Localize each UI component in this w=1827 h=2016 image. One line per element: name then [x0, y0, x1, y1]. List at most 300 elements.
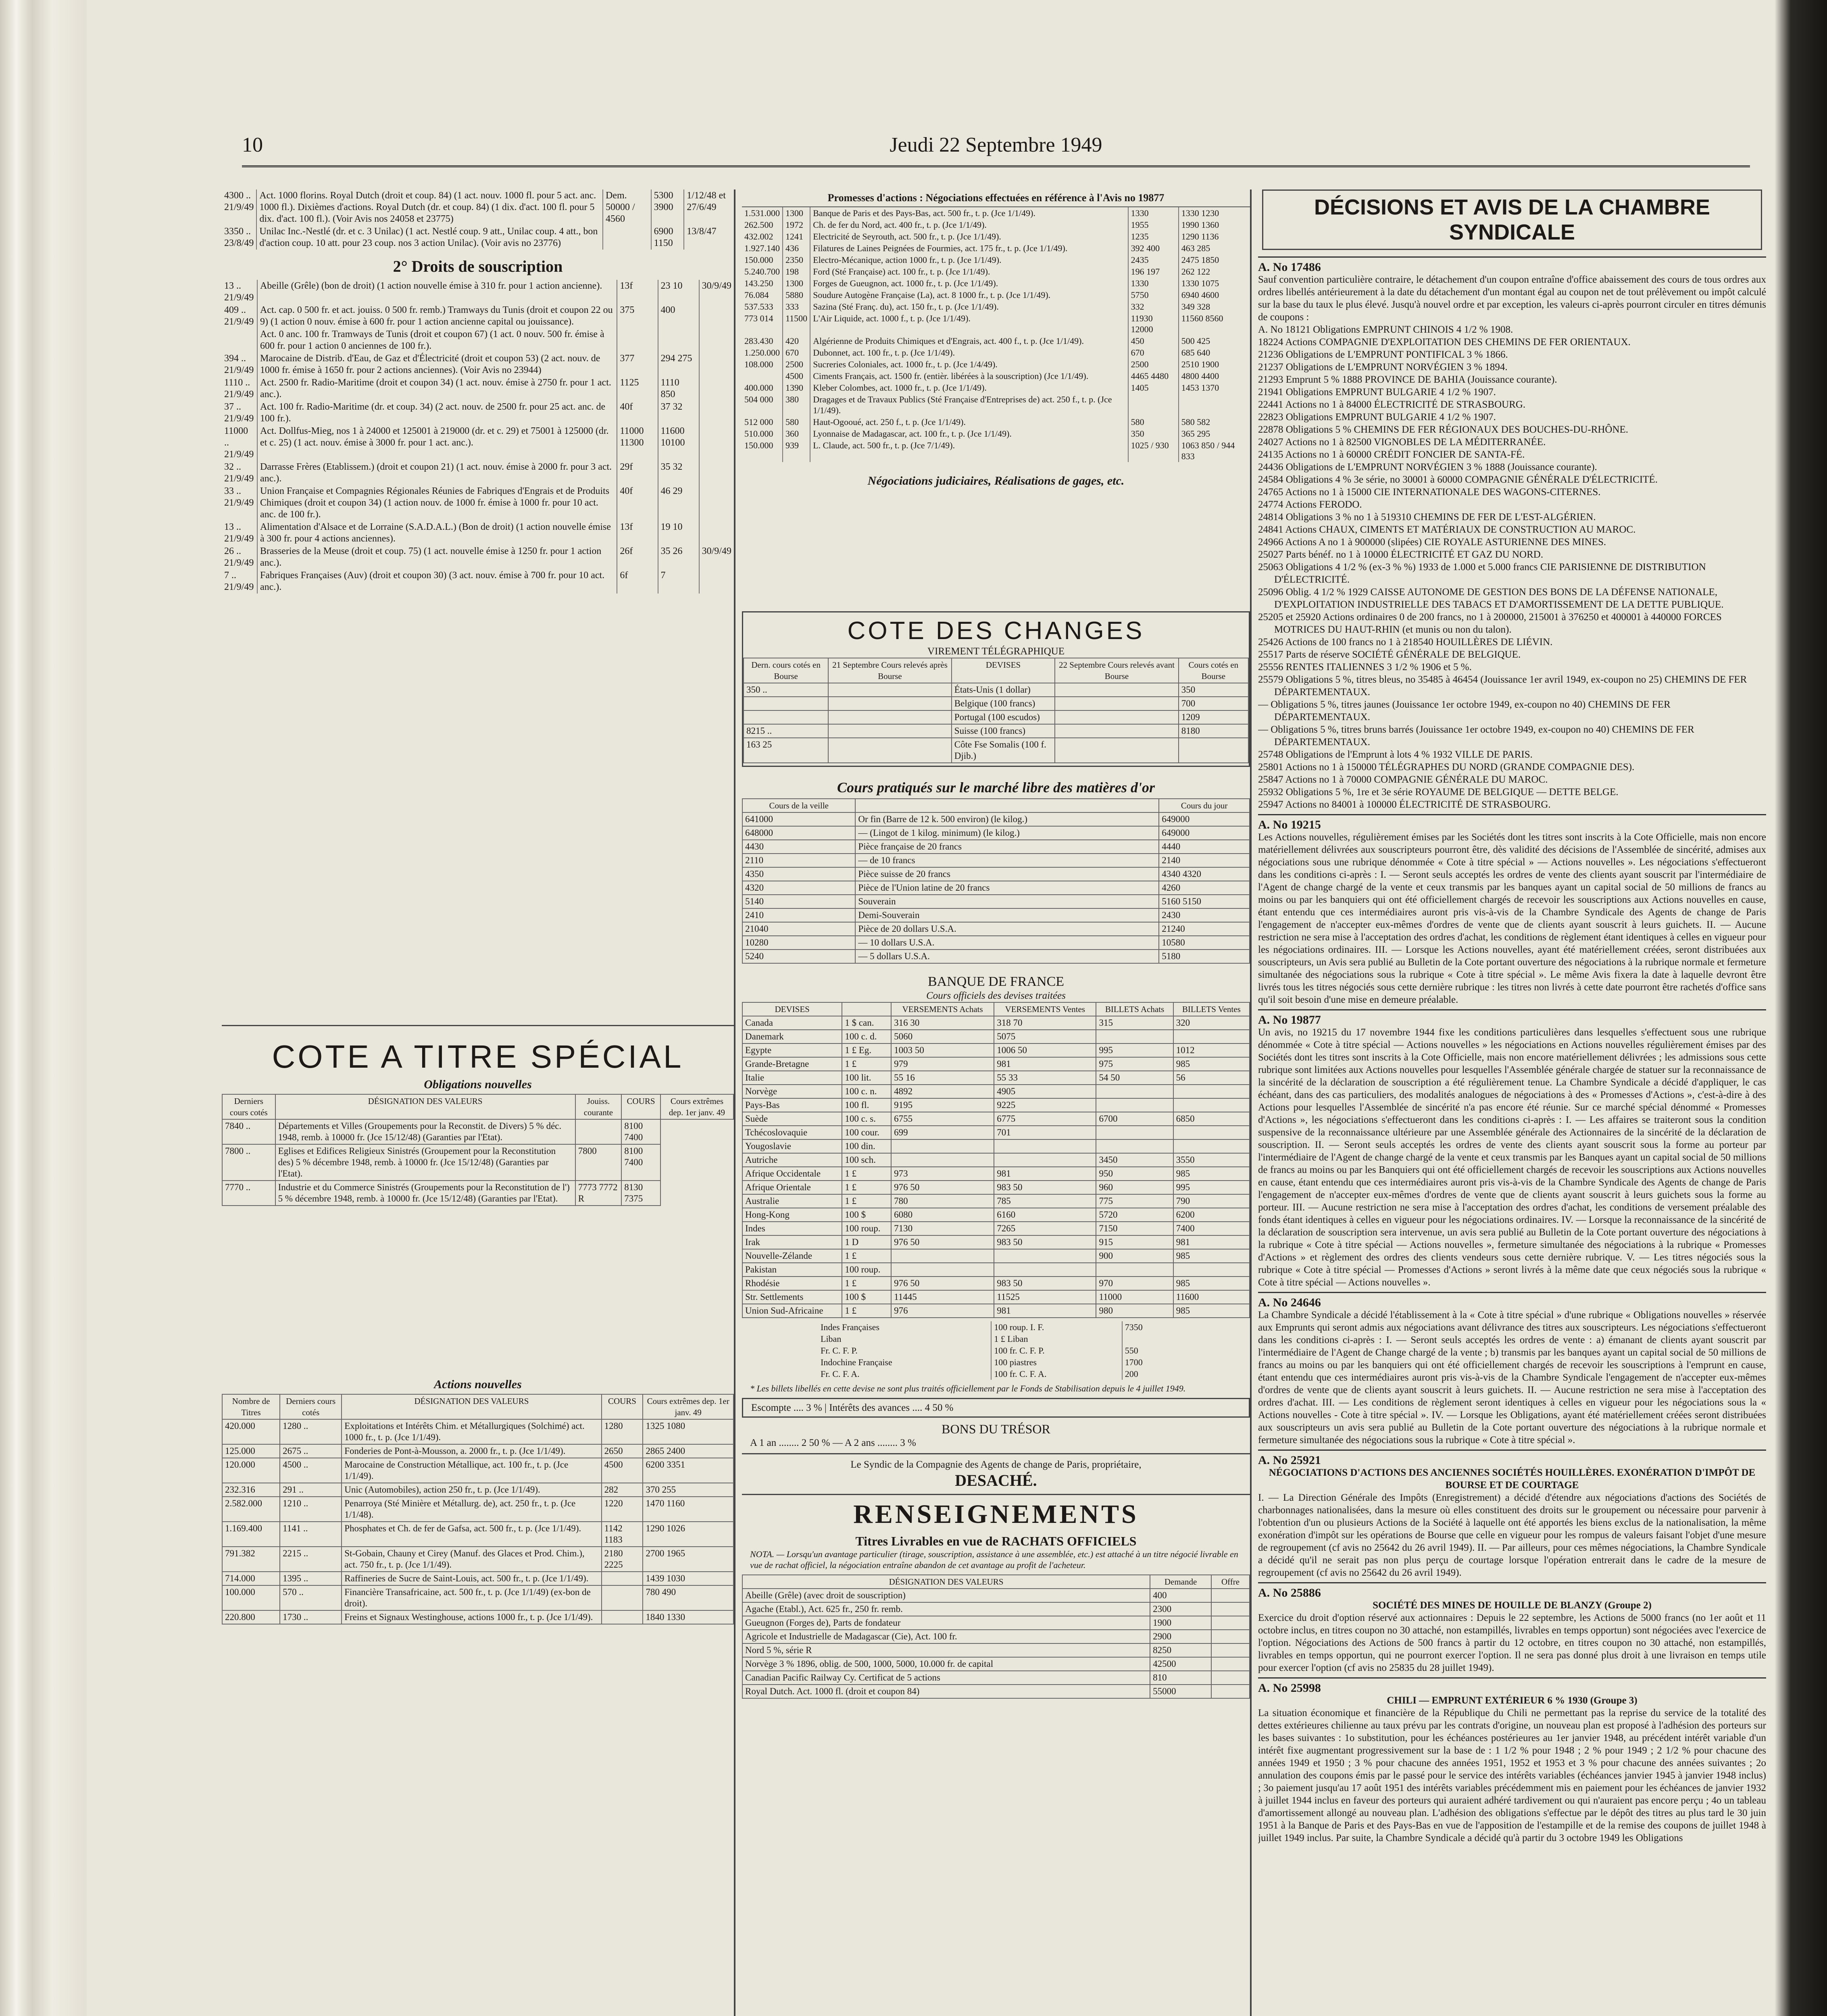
promesse-row-n: 1.531.000	[742, 207, 783, 219]
bdf-extra-row-u: 100 piastres	[991, 1356, 1122, 1368]
column-header: BILLETS Ventes	[1173, 1002, 1250, 1016]
promesse-row	[742, 231, 1250, 242]
promesse-row-c: 1290 1136	[1181, 231, 1219, 242]
change-row	[744, 738, 1248, 763]
bdf-row-b: 983 50	[994, 1235, 1096, 1249]
notice-item: 25932 Obligations 5 %, 1re et 3e série ROYAUME DE BELGIQUE — DETTE BELGE.	[1258, 787, 1619, 798]
droits-row	[222, 521, 734, 545]
bdf-row-b	[994, 1249, 1096, 1263]
top-row-a: 4300 .. 21/9/49	[222, 190, 256, 225]
bdf-extra-row-dev: Liban	[818, 1333, 991, 1345]
promesse-row-b: 450	[1128, 335, 1179, 347]
bdf-extra-row-dev: Fr. C. F. A.	[818, 1368, 991, 1380]
change-row-b	[828, 738, 952, 763]
notice-number: A. No 25886	[1258, 1586, 1321, 1599]
bdf-row-d: 985	[1173, 1167, 1250, 1181]
bdf-row-dev: Indes	[742, 1222, 842, 1235]
promesse-row	[742, 242, 1250, 254]
droits-row-text: Abeille (Grêle) (bon de droit) (1 action nouvelle émise à 310 fr. pour 1 action ancienne).	[257, 280, 617, 304]
bdf-row-b: 5075	[994, 1030, 1096, 1043]
bdf-row-c	[1096, 1126, 1173, 1139]
bdf-extra-row-u: 100 fr. C. F. A.	[991, 1368, 1122, 1380]
renseignements-title: RENSEIGNEMENTS	[853, 1500, 1139, 1529]
action-row-text: Exploitations et Intérêts Chim. et Métallurgiques (Solchimé) act. 1000 fr., t. p. (Jce 1/1/49).	[342, 1419, 601, 1444]
promesse-row-b: 580	[1128, 416, 1179, 428]
rens-row	[742, 1643, 1250, 1657]
action-row-a: 2675 ..	[280, 1444, 342, 1458]
oblig-row	[222, 1144, 733, 1181]
droits-row-d	[699, 304, 734, 328]
rens-row-text: Royal Dutch. Act. 1000 fl. (droit et coupon 84)	[742, 1685, 1150, 1698]
or-row-text: Demi-Souverain	[855, 908, 1159, 922]
promesse-row-text: Algérienne de Produits Chimiques et d'Engrais, act. 400 f., t. p. (Jce 1/1/49).	[810, 335, 1128, 347]
promesse-row-text: Ch. de fer du Nord, act. 400 fr., t. p. (Jce 1/1/49).	[810, 219, 1128, 231]
bdf-row	[742, 1277, 1250, 1290]
change-row-c	[1055, 683, 1178, 697]
notice-number: A. No 19877	[1258, 1013, 1321, 1027]
promesse-row-b: 332	[1128, 301, 1179, 312]
oblig-row-c: 7800	[575, 1144, 622, 1181]
syndic-line: Le Syndic de la Compagnie des Agents de change de Paris, propriétaire,	[850, 1459, 1142, 1470]
column-header: VERSEMENTS Achats	[891, 1002, 994, 1016]
bdf-extra-table	[818, 1321, 1174, 1380]
bdf-row-dev: Tchécoslovaquie	[742, 1126, 842, 1139]
notice-item: 24841 Actions CHAUX, CIMENTS ET MATÉRIAUX DE CONSTRUCTION AU MAROC.	[1258, 524, 1636, 535]
bdf-extra-row-v: 200	[1125, 1369, 1138, 1379]
droits-row-text: Union Française et Compagnies Régionales Réunies de Fabriques d'Engrais et de Produits Chimiques (droit et coupon 34) (1 action nouv. de 1000 fr. émise à 1000 fr. pour 10 act. anc. de 100 fr.).	[257, 485, 617, 521]
bdf-row	[742, 1043, 1250, 1057]
action-row-a: 1210 ..	[280, 1497, 342, 1522]
promesse-row-c: 580 582	[1181, 417, 1210, 427]
change-row-d: 700	[1179, 697, 1248, 710]
droits-row-b: 13f	[617, 521, 658, 545]
page-number: 10	[242, 133, 263, 156]
notice-item: 24966 Actions A no 1 à 900000 (slipées) CIE ROYALE ASTURIENNE DES MINES.	[1258, 537, 1606, 548]
renseignements-table	[742, 1574, 1250, 1699]
bons-1an-value: 2 50 %	[801, 1437, 830, 1448]
change-row-b	[828, 710, 952, 724]
droits-row-c	[658, 328, 699, 352]
droits-row	[222, 304, 734, 328]
bdf-row	[742, 1222, 1250, 1235]
droits-row	[222, 485, 734, 521]
promesse-row-text: Electricité de Seyrouth, act. 500 fr., t. p. (Jce 1/1/49).	[810, 231, 1128, 242]
or-row-text: — de 10 francs	[855, 854, 1159, 867]
bdf-row-c: 975	[1096, 1057, 1173, 1071]
bdf-row-a: 316 30	[891, 1016, 994, 1030]
actions-nouvelles-table	[222, 1394, 734, 1624]
bons-2ans-label: A 2 ans	[844, 1437, 875, 1448]
bdf-row-c: 950	[1096, 1167, 1173, 1181]
promesse-row-b: 4465 4480	[1128, 370, 1179, 382]
promesse-row	[742, 301, 1250, 312]
droits-row-text: Brasseries de la Meuse (droit et coup. 75) (1 act. nouvelle émise à 1250 fr. pour 1 action anc.).	[257, 545, 617, 569]
change-row-a: 350 ..	[744, 683, 828, 697]
column-header: Dern. cours cotés en Bourse	[744, 658, 828, 683]
column-header: DÉSIGNATION DES VALEURS	[742, 1575, 1150, 1589]
notice-item: 25426 Actions de 100 francs no 1 à 218540 HOUILLÈRES DE LIÉVIN.	[1258, 637, 1553, 648]
notice-item: 25027 Parts bénéf. no 1 à 10000 ÉLECTRICITÉ ET GAZ DU NORD.	[1258, 549, 1544, 560]
spacer	[222, 1206, 734, 1375]
droits-row-b: 6f	[617, 569, 658, 594]
bdf-row-b: 981	[994, 1167, 1096, 1181]
change-row-a: 163 25	[744, 738, 828, 763]
or-row-text: — 10 dollars U.S.A.	[855, 936, 1159, 950]
bdf-row-dev: Australie	[742, 1194, 842, 1208]
rens-row-d: 42500	[1150, 1657, 1211, 1671]
promesse-row-a: 939	[783, 439, 810, 462]
rens-row-o	[1211, 1657, 1250, 1671]
droits-row-c: 35 32	[658, 461, 699, 485]
bdf-table	[742, 1002, 1250, 1318]
promesse-row-n: 510.000	[742, 428, 783, 439]
column-header	[842, 1002, 891, 1016]
bdf-row-b: 6775	[994, 1112, 1096, 1126]
promesse-row-c: 685 640	[1181, 348, 1210, 358]
notice-number: A. No 25921	[1258, 1454, 1321, 1467]
promesse-row-a: 2350	[783, 254, 810, 266]
or-row-a: 4320	[742, 881, 855, 895]
promesse-row-a: 4500	[783, 370, 810, 382]
bdf-row-dev: Canada	[742, 1016, 842, 1030]
droits-row-d	[699, 352, 734, 377]
promesse-row	[742, 382, 1250, 394]
droits-row-d	[699, 401, 734, 425]
promesse-row-c: 500 425	[1181, 336, 1210, 346]
notice-item: 25517 Parts de réserve SOCIÉTÉ GÉNÉRALE DE BELGIQUE.	[1258, 649, 1521, 660]
renseignements-note: NOTA. — Lorsqu'un avantage particulier (tirage, souscription, assistance à une assemblée, etc.) est attaché à un titre négocié livrable en vue de rachat officiel, la négociation entraîne abandon de cet avantage au profit de l'acheteur.	[750, 1549, 1238, 1570]
notice-body: La Chambre Syndicale a décidé l'établissement à la « Cote à titre spécial » d'une rubrique « Obligations nouvelles » réservée aux Emprunts qui seront admis aux négociations avant délivrance des titres aux souscripteurs. Les négociations s'effectueront dans les conditions ci-après : I. — Seront seuls acceptés les ordres de vente : a) émanant de clients ayant souscrit par l'intermédiaire de l'Agent de Change chargé de la vente ; b) transmis par les banques ayant un capital social de 50 millions de francs au moins ou par les banquiers qui ont été officiellement chargés de recevoir les souscriptions à l'emprunt en cause, étant entendu que ces intermédiaires auront pris vis-à-vis de la Chambre Syndicale l'engagement de n'accepter eux-mêmes d'ordres de vente que de clients ayant souscrit à leurs guichets. II. — Aucune restriction ne sera mise à l'acceptation des ordres d'achat. III. — Les conditions de règlement seront identiques à celles en vigueur pour les négociations sous la « Actions nouvelles - Cote à titre spécial ». IV. — Lorsque les Obligations, ayant été matériellement créées seront distribuées aux souscripteurs un avis sera publié au Bulletin de la Cote portant ouverture des négociations à la rubrique normale et fermeture simultanée des négociations sous la rubrique « Cote à titre spécial ».	[1258, 1310, 1766, 1445]
rens-row-o	[1211, 1685, 1250, 1698]
notice-item: 21236 Obligations de L'EMPRUNT PONTIFICAL 3 % 1866.	[1258, 349, 1508, 360]
change-row-dev: Belgique (100 francs)	[952, 697, 1055, 710]
promesse-row-text: Soudure Autogène Française (La), act. 8 1000 fr., t. p. (Jce 1/1/49).	[810, 289, 1128, 301]
promesse-row-n: 5.240.700	[742, 266, 783, 277]
bdf-row-u: 100 $	[842, 1290, 891, 1304]
rens-row-text: Agache (Etabl.), Act. 625 fr., 250 fr. remb.	[742, 1602, 1150, 1616]
promesse-row-b: 5750	[1128, 289, 1179, 301]
bdf-row-a: 6755	[891, 1112, 994, 1126]
column-right	[1258, 190, 1766, 2016]
action-row-c	[602, 1585, 643, 1610]
action-row-n: 1.169.400	[222, 1522, 280, 1547]
droits-row-text: Act. Dollfus-Mieg, nos 1 à 24000 et 125001 à 219000 (dr. et c. 29) et 75001 à 125000 (dr. et c. 25) (1 act. nouv. émise à 3000 fr. pour 1 act. anc.).	[257, 425, 617, 461]
bdf-row-d: 56	[1173, 1071, 1250, 1085]
bdf-row-u: 100 sch.	[842, 1153, 891, 1167]
promesse-row-a: 1390	[783, 382, 810, 394]
action-row-d: 2865 2400	[643, 1444, 733, 1458]
action-row-c: 2180 2225	[602, 1547, 643, 1572]
change-row	[744, 683, 1248, 697]
top-row-b	[603, 225, 651, 250]
or-row	[742, 950, 1250, 963]
or-row	[742, 867, 1250, 881]
action-row-n: 220.800	[222, 1610, 280, 1624]
promesse-row	[742, 254, 1250, 266]
bdf-row	[742, 1181, 1250, 1194]
droits-row-d	[699, 569, 734, 594]
promesse-row-text: Banque de Paris et des Pays-Bas, act. 500 fr., t. p. (Jce 1/1/49).	[810, 207, 1128, 219]
divider	[222, 1025, 734, 1026]
notice-item: 22878 Obligations 5 % CHEMINS DE FER RÉGIONAUX DES BOUCHES-DU-RHÔNE.	[1258, 424, 1629, 435]
bdf-row-a: 7130	[891, 1222, 994, 1235]
droits-row-a: 33 .. 21/9/49	[222, 485, 257, 521]
or-row	[742, 840, 1250, 854]
notice-item: A. No 18121 Obligations EMPRUNT CHINOIS 4 1/2 % 1908.	[1258, 324, 1513, 335]
action-row-n: 120.000	[222, 1458, 280, 1483]
promesse-row-text: Forges de Gueugnon, act. 1000 fr., t. p. (Jce 1/1/49).	[810, 277, 1128, 289]
promesse-row-a: 198	[783, 266, 810, 277]
bdf-row-u: 100 lit.	[842, 1071, 891, 1085]
or-row-b: 21240	[1159, 922, 1250, 936]
spacer	[742, 490, 1250, 611]
promesse-row-b: 1330	[1128, 277, 1179, 289]
droits-row-d: 30/9/49	[702, 546, 731, 556]
top-row-d: 1/12/48 et 27/6/49	[687, 190, 726, 212]
action-row-d: 1290 1026	[643, 1522, 733, 1547]
bdf-row-d: 6850	[1173, 1112, 1250, 1126]
promesse-row-c: 1063 850 / 944 833	[1181, 440, 1235, 461]
or-row	[742, 908, 1250, 922]
promesse-row	[742, 207, 1250, 219]
bdf-row-c	[1096, 1085, 1173, 1098]
promesse-row	[742, 335, 1250, 347]
bdf-row-dev: Pakistan	[742, 1263, 842, 1277]
droits-row	[222, 425, 734, 461]
oblig-row-text: Eglises et Edifices Religieux Sinistrés (Groupement pour la Reconstitution des) 5 % décembre 1948, remb. à 10000 fr. (Jce 15/12/48) (Garanties par l'Etat).	[275, 1144, 575, 1181]
bdf-row-dev: Irak	[742, 1235, 842, 1249]
bdf-row-a: 9195	[891, 1098, 994, 1112]
column-header: Cours extrêmes dep. 1er janv. 49	[643, 1394, 733, 1419]
bdf-row	[742, 1126, 1250, 1139]
decisions-title: DÉCISIONS ET AVIS DE LA CHAMBRE SYNDICALE	[1314, 195, 1710, 244]
rens-row	[742, 1616, 1250, 1630]
promesse-row-a: 360	[783, 428, 810, 439]
promesse-row-n: 150.000	[742, 439, 783, 462]
promesse-row-text: Electro-Mécanique, action 1000 fr., t. p. (Jce 1/1/49).	[810, 254, 1128, 266]
bdf-note: * Les billets libellés en cette devise ne sont plus traités officiellement par le Fonds de Stabilisation depuis le 4 juillet 1949.	[750, 1383, 1186, 1393]
promesse-row-text: Ford (Sté Française) act. 100 fr., t. p. (Jce 1/1/49).	[810, 266, 1128, 277]
change-row	[744, 710, 1248, 724]
promesse-row	[742, 370, 1250, 382]
spacer	[222, 594, 734, 1021]
bdf-row-d: 6200	[1173, 1208, 1250, 1222]
bons-title: BONS DU TRÉSOR	[942, 1422, 1050, 1436]
change-row-c	[1055, 738, 1178, 763]
droits-row-c: 7	[658, 569, 699, 594]
action-row-text: Raffineries de Sucre de Saint-Louis, act. 500 fr., t. p. (Jce 1/1/49).	[342, 1572, 601, 1585]
notice	[1258, 1292, 1766, 1450]
oblig-row-text: Industrie et du Commerce Sinistrés (Groupements pour la Reconstitution de l') 5 % décembre 1948, remb. à 10000 fr. (Jce 15/12/48) (Garanties par l'Etat).	[275, 1181, 575, 1206]
droits-row-a: 1110 .. 21/9/49	[222, 377, 257, 401]
bdf-extra-row-u: 1 £ Liban	[991, 1333, 1122, 1345]
action-row	[222, 1585, 733, 1610]
bdf-row-dev: Rhodésie	[742, 1277, 842, 1290]
droits-row-a: 32 .. 21/9/49	[222, 461, 257, 485]
bdf-row-u: 100 roup.	[842, 1222, 891, 1235]
droits-row-b: 1125	[617, 377, 658, 401]
droits-row-d	[699, 521, 734, 545]
bdf-row-b: 981	[994, 1057, 1096, 1071]
bdf-title: BANQUE DE FRANCE	[927, 974, 1065, 989]
promesse-row-a: 1300	[783, 207, 810, 219]
or-row	[742, 854, 1250, 867]
promesse-row-n: 76.084	[742, 289, 783, 301]
bdf-row-u: 1 D	[842, 1235, 891, 1249]
bdf-row-u: 1 £	[842, 1167, 891, 1181]
column-header: VERSEMENTS Ventes	[994, 1002, 1096, 1016]
action-row-text: Financière Transafricaine, act. 500 fr., t. p. (Jce 1/1/49) (ex-bon de droit).	[342, 1585, 601, 1610]
bdf-row-u: 1 £	[842, 1277, 891, 1290]
droits-row-text: Fabriques Françaises (Auv) (droit et coupon 30) (3 act. nouv. émise à 700 fr. pour 10 act. anc.).	[257, 569, 617, 594]
action-row-n: 125.000	[222, 1444, 280, 1458]
droits-row-d	[699, 377, 734, 401]
promesse-row-c: 2510 1900	[1181, 359, 1219, 369]
bdf-extra-row	[818, 1356, 1174, 1368]
promesse-row-c: 11560 8560	[1181, 313, 1223, 323]
bdf-row-b: 55 33	[994, 1071, 1096, 1085]
bdf-row	[742, 1016, 1250, 1030]
rens-row-d: 55000	[1150, 1685, 1211, 1698]
bdf-row-d: 985	[1173, 1304, 1250, 1318]
bdf-row-c: 54 50	[1096, 1071, 1173, 1085]
changes-table	[743, 658, 1249, 763]
rens-row	[742, 1671, 1250, 1685]
promesse-row-c: 349 328	[1181, 302, 1210, 312]
bdf-row-u: 100 $	[842, 1208, 891, 1222]
column-header: Jouiss. courante	[575, 1094, 622, 1119]
top-row	[222, 225, 734, 250]
column-header: BILLETS Achats	[1096, 1002, 1173, 1016]
action-row	[222, 1497, 733, 1522]
bdf-row-b	[994, 1153, 1096, 1167]
promesse-row-text: Lyonnaise de Madagascar, act. 100 fr., t. p. (Jce 1/1/49).	[810, 428, 1128, 439]
bdf-subtitle: Cours officiels des devises traitées	[926, 990, 1066, 1001]
change-row-d	[1179, 738, 1248, 763]
column-header: Cours cotés en Bourse	[1179, 658, 1248, 683]
promesse-row-n: 512 000	[742, 416, 783, 428]
bdf-row-dev: Str. Settlements	[742, 1290, 842, 1304]
promesse-row-n: 262.500	[742, 219, 783, 231]
or-row	[742, 881, 1250, 895]
bdf-row-b: 9225	[994, 1098, 1096, 1112]
bdf-row-d: 995	[1173, 1181, 1250, 1194]
droits-row-b: 13f	[617, 280, 658, 304]
bdf-extra-row	[818, 1368, 1174, 1380]
notice	[1258, 1450, 1766, 1582]
column-header: Cours extrêmes dep. 1er janv. 49	[660, 1094, 733, 1119]
oblig-row-d: 8100 7400	[621, 1144, 660, 1181]
bons-2ans-value: 3 %	[900, 1437, 916, 1448]
notice-item: — Obligations 5 %, titres bruns barrés (Jouissance 1er octobre 1949, ex-coupon no 40) CHEMINS DE FER DÉPARTEMENTAUX.	[1258, 724, 1694, 748]
notice-item: 22441 Actions no 1 à 84000 ÉLECTRICITÉ DE STRASBOURG.	[1258, 399, 1526, 410]
page-header	[242, 133, 1750, 167]
or-title: Cours pratiqués sur le marché libre des matières d'or	[837, 779, 1155, 796]
notice-body: Exercice du droit d'option réservé aux actionnaires : Depuis le 22 septembre, les Actions de 5000 francs (no 1er août et 11 octobre inclus, en titres coupon no 30 attaché, non estampillés, livrables en temps opportun) sont négociées avec l'exercice de l'option. Négociations des Actions de 500 francs à partir du 12 octobre, en titres coupon no 30 attaché, non estampillés, livrables en temps opportun, qui ne pourront exercer l'option. Il ne sera pas donné plus droit à une livraison en temps utile pour exercer l'option (cf avis no 25835 du 28 juillet 1949).	[1258, 1612, 1766, 1673]
action-row	[222, 1419, 733, 1444]
change-row-d: 1209	[1179, 710, 1248, 724]
bdf-row-d	[1173, 1085, 1250, 1098]
column-header: 22 Septembre Cours relevés avant Bourse	[1055, 658, 1178, 683]
action-row-c: 1280	[602, 1419, 643, 1444]
bdf-row	[742, 1249, 1250, 1263]
bdf-row-u: 100 c. n.	[842, 1085, 891, 1098]
change-row-a: 8215 ..	[744, 724, 828, 738]
bdf-row-dev: Egypte	[742, 1043, 842, 1057]
droits-row-b: 40f	[617, 485, 658, 521]
or-row-a: 2110	[742, 854, 855, 867]
notices-list	[1258, 256, 1766, 1847]
bdf-row-u: 1 $ can.	[842, 1016, 891, 1030]
bdf-row-dev: Suède	[742, 1112, 842, 1126]
rens-row-o	[1211, 1630, 1250, 1643]
action-row-d: 1470 1160	[643, 1497, 733, 1522]
obligations-table	[222, 1094, 734, 1206]
column-middle	[742, 190, 1252, 2016]
bdf-extra-row-dev: Fr. C. F. P.	[818, 1345, 991, 1356]
bdf-row-d: 985	[1173, 1249, 1250, 1263]
bdf-row-a: 973	[891, 1167, 994, 1181]
oblig-row-d: 8100 7400	[621, 1119, 660, 1144]
notice	[1258, 1009, 1766, 1292]
escompte-label: Escompte	[751, 1402, 791, 1413]
bdf-extra-row	[818, 1333, 1174, 1345]
change-row-c	[1055, 697, 1178, 710]
bdf-row-b: 1006 50	[994, 1043, 1096, 1057]
bdf-row-dev: Autriche	[742, 1153, 842, 1167]
action-row-d: 1325 1080	[643, 1419, 733, 1444]
promesse-row-b: 1235	[1128, 231, 1179, 242]
droits-row	[222, 545, 734, 569]
notice-item: 24584 Obligations 4 % 3e série, no 30001 à 60000 COMPAGNIE GÉNÉRALE D'ÉLECTRICITÉ.	[1258, 474, 1658, 485]
bdf-extra-row-u: 100 roup. I. F.	[991, 1321, 1122, 1333]
droits-row-c: 35 26	[658, 545, 699, 569]
rens-row	[742, 1657, 1250, 1671]
droits-row-c: 46 29	[658, 485, 699, 521]
promesse-row-a: 5880	[783, 289, 810, 301]
notice-item: 24774 Actions FERODO.	[1258, 499, 1362, 510]
change-row-c	[1055, 724, 1178, 738]
promesse-row-a: 1300	[783, 277, 810, 289]
bdf-row-dev: Afrique Occidentale	[742, 1167, 842, 1181]
action-row-n: 2.582.000	[222, 1497, 280, 1522]
top-row-b: Dem. 50000 / 4560	[603, 190, 651, 225]
action-row-text: Marocaine de Construction Métallique, act. 100 fr., t. p. (Jce 1/1/49).	[342, 1458, 601, 1483]
or-row-a: 2410	[742, 908, 855, 922]
droits-row-c: 23 10	[658, 280, 699, 304]
bdf-extra-row-v	[1122, 1333, 1174, 1345]
action-row-d: 370 255	[643, 1483, 733, 1497]
decisions-title-box	[1262, 190, 1762, 250]
action-row	[222, 1444, 733, 1458]
droits-row-b: 11000 11300	[617, 425, 658, 461]
bdf-row-d	[1173, 1030, 1250, 1043]
promesse-row-c: 1330 1230	[1181, 208, 1219, 218]
oblig-row-text: Départements et Villes (Groupements pour la Reconstit. de Divers) 5 % déc. 1948, remb. à 10000 fr. (Jce 15/12/48) (Garanties par l'Etat).	[275, 1119, 575, 1144]
promesse-row-b: 2500	[1128, 358, 1179, 370]
droits-row-text: Darrasse Frères (Etablissem.) (droit et coupon 21) (1 act. nouv. émise à 2000 fr. pour 3 act. anc.).	[257, 461, 617, 485]
action-row-text: St-Gobain, Chauny et Cirey (Manuf. des Glaces et Prod. Chim.), act. 750 fr., t. p. (Jce 1/1/49).	[342, 1547, 601, 1572]
bdf-row-d: 7400	[1173, 1222, 1250, 1235]
action-row-n: 232.316	[222, 1483, 280, 1497]
droits-title: 2° Droits de souscription	[393, 257, 563, 275]
column-header: COURS	[602, 1394, 643, 1419]
bdf-row-a: 976	[891, 1304, 994, 1318]
bdf-row-c: 3450	[1096, 1153, 1173, 1167]
action-row-a: 291 ..	[280, 1483, 342, 1497]
promesse-row-b: 1405	[1128, 382, 1179, 394]
promesse-row-c: 463 285	[1181, 243, 1210, 253]
